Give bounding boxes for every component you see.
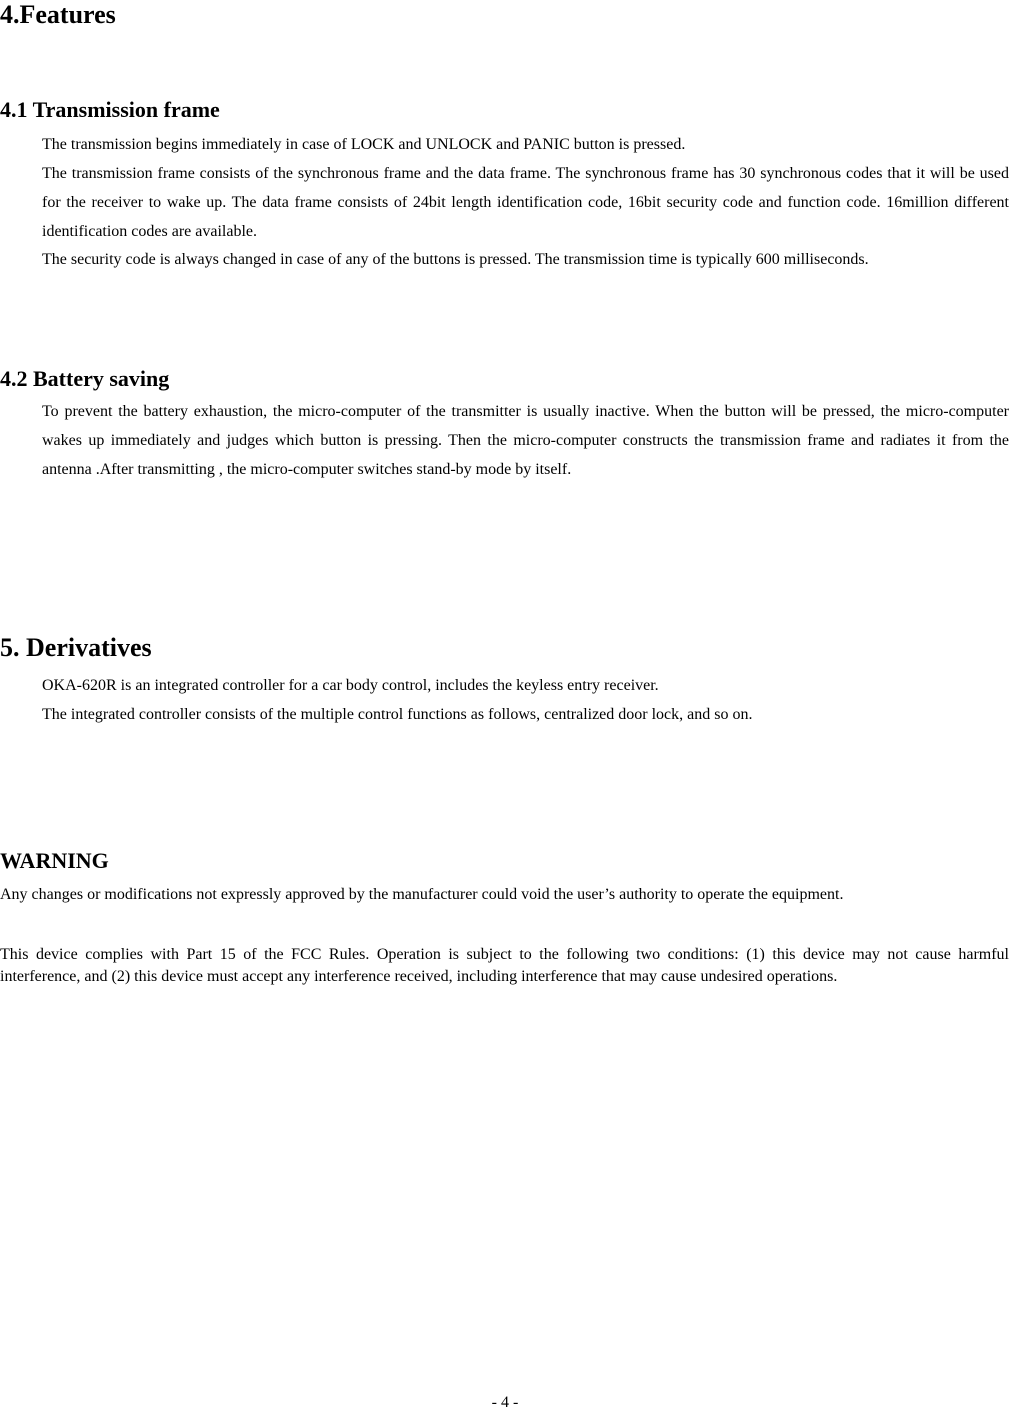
transmission-paragraph-3: The security code is always changed in case of any of the buttons is pressed. The transmission time is typically 600 milliseconds.: [42, 251, 869, 268]
derivatives-paragraph-2: The integrated controller consists of the multiple control functions as follows, centralized door lock, and so on.: [42, 706, 753, 723]
battery-paragraph: To prevent the battery exhaustion, the micro-computer of the transmitter is usually inactive. When the button will be pressed, the micro-computer wakes up immediately and judges which button is pressing. Then the micro-computer constructs the transmission frame and radiates it from the antenna .After transmitting , the micro-computer switches stand-by mode by itself.: [42, 403, 1009, 478]
battery-saving-heading: 4.2 Battery saving: [0, 366, 170, 391]
warning-paragraph: Any changes or modifications not expressly approved by the manufacturer could void the user’s authority to operate the equipment.: [0, 886, 844, 903]
derivatives-paragraph-1: OKA-620R is an integrated controller for a car body control, includes the keyless entry receiver.: [42, 677, 659, 694]
page-number: - 4 -: [491, 1394, 519, 1411]
derivatives-heading: 5. Derivatives: [0, 633, 152, 662]
features-heading: 4.Features: [0, 0, 116, 29]
transmission-frame-heading: 4.1 Transmission frame: [0, 97, 220, 122]
fcc-compliance-paragraph: This device complies with Part 15 of the FCC Rules. Operation is subject to the following two conditions: (1) this device may not cause harmful interference, and (2) this device must accept any interference received, including interference that may cause undesired operations.: [0, 946, 1009, 985]
transmission-paragraph-1: The transmission begins immediately in case of LOCK and UNLOCK and PANIC button is pressed.: [42, 136, 686, 153]
transmission-paragraph-2: The transmission frame consists of the synchronous frame and the data frame. The synchronous frame has 30 synchronous codes that it will be used for the receiver to wake up. The data frame consists of 24bit length identification code, 16bit security code and function code. 16million different identification codes are available.: [42, 165, 1009, 240]
warning-heading: WARNING: [0, 848, 109, 873]
